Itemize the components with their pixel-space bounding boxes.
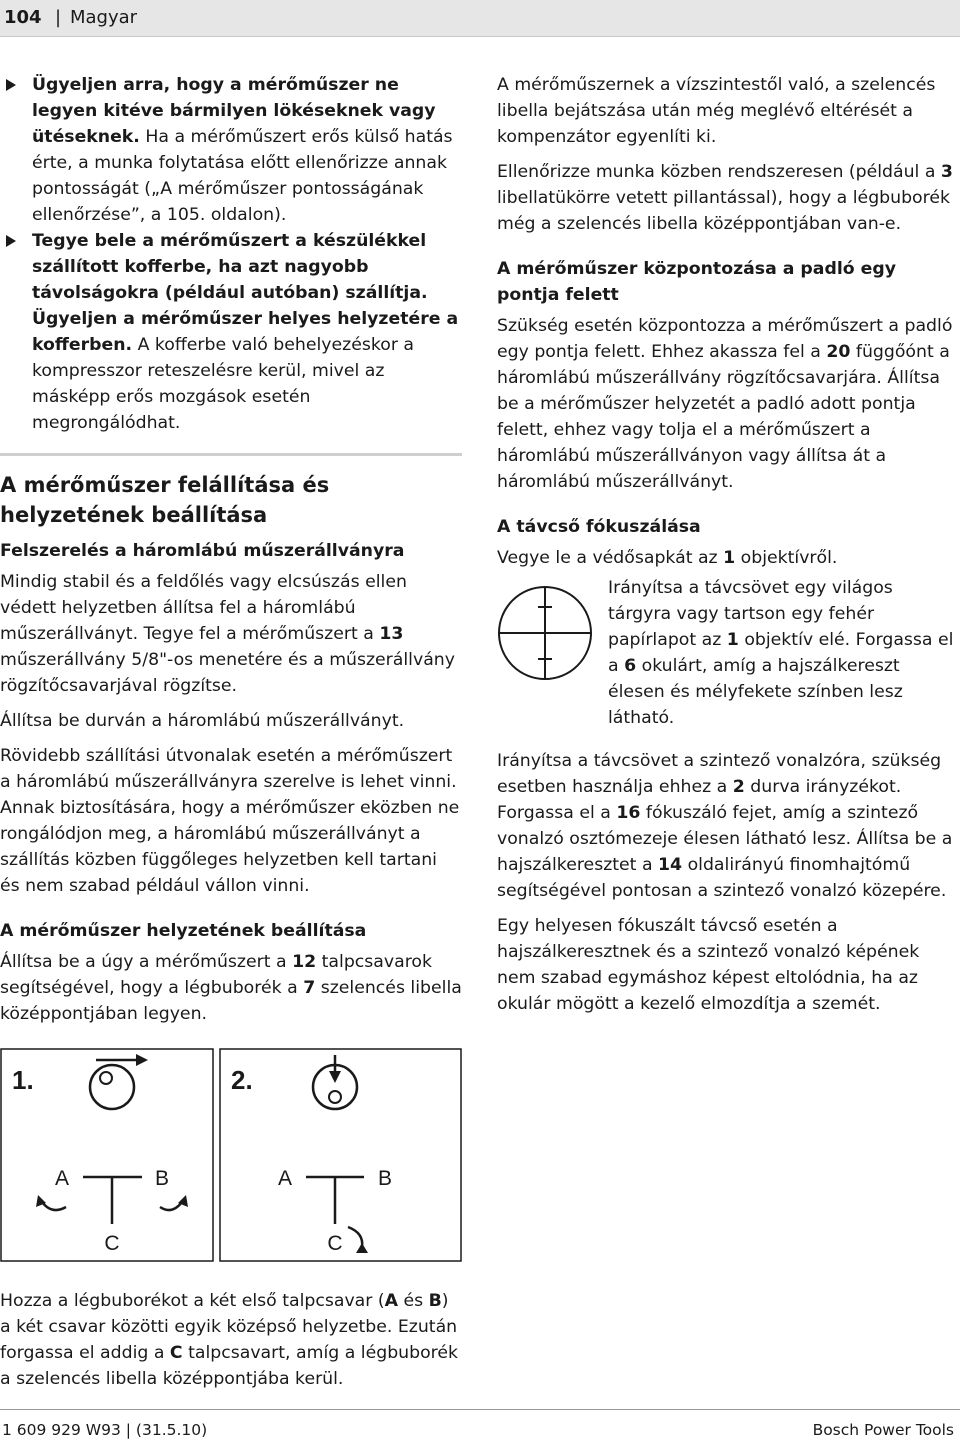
text-run: talpcsavarok segítségével, hogy a légbuborék a [0, 952, 433, 998]
text-run: függőónt a háromlábú műszerállvány rögzítőcsavarjára. Állítsa be a mérőműszer helyzetét a padló adott pontja felett, ehhez vagy tolja el a mérőműszert a háromlábú műszerállványon vagy állítsa át a háromlábú műszerállványt. [497, 342, 950, 492]
bullet-case-transport [0, 228, 462, 436]
left-column [0, 72, 462, 1392]
header-language: Magyar [70, 7, 138, 28]
right-column [497, 72, 957, 1017]
bullet-triangle-icon [6, 79, 16, 91]
text-run: Irányítsa a távcsövet a szintező vonalzóra, szükség esetben használja ehhez a [497, 751, 942, 797]
ref-letter: A [384, 1291, 398, 1311]
text-run: libellatükörre vetett pillantással), hogy a légbuborék még a szelencés libella középpontjában van-e. [497, 188, 950, 234]
subsection-title-focus: A távcső fókuszálása [497, 517, 701, 537]
ref-number: 1 [723, 548, 736, 568]
figure-frame-2 [220, 1049, 461, 1261]
page-footer [0, 1409, 960, 1444]
paragraph-parallax: Egy helyesen fókuszált távcső esetén a hajszálkeresztnek és a szintező vonalzó képének nem szabad egymáshoz képest eltolódnia, ha az okulár mögött a kezelő elmozdítja a szemét. [497, 916, 920, 1014]
header-separator: | [55, 7, 62, 28]
section-divider [0, 453, 462, 456]
screw-label-b: B [154, 1167, 170, 1190]
ref-number: 16 [616, 803, 641, 823]
text-run: és [397, 1291, 429, 1311]
ref-letter: B [428, 1291, 442, 1311]
bubble-level-bubble-2 [329, 1091, 341, 1103]
bullet-triangle-icon [6, 235, 16, 247]
paragraph-leveling [0, 949, 462, 1027]
bullet-text [32, 72, 462, 228]
bubble-level-ring [90, 1065, 134, 1109]
page-header [0, 0, 960, 37]
paragraph-eyepiece [608, 575, 958, 731]
paragraph-focus-staff [497, 748, 957, 904]
ref-number: 13 [379, 624, 404, 644]
text-run: fókuszáló fejet, amíg a szintező vonalzó osztómezeje élesen látható lesz. Állítsa be a hajszálkeresztet a [497, 803, 953, 875]
paragraph-compensator: A mérőműszernek a vízszintestől való, a szelencés libella bejátszása után még meglévő eltérését a kompenzátor egyenlíti ki. [497, 75, 936, 147]
text-run: Hozza a légbuborékot a két első talpcsavar ( [0, 1291, 385, 1311]
ref-number: 1 [726, 630, 739, 650]
ref-number: 3 [940, 162, 953, 182]
bullet-shock-warning [0, 72, 462, 228]
paragraph-check-bubble [497, 159, 957, 237]
screw-label-b-2: B [377, 1167, 393, 1190]
crosshair-reticle-icon [497, 585, 597, 685]
text-run: Ellenőrizze munka közben rendszeresen (például a [497, 162, 941, 182]
text-run: műszerállvány 5/8"-os menetére és a műszerállvány rögzítőcsavarjával rögzítse. [0, 650, 455, 696]
paragraph-tripod-carry: Rövidebb szállítási útvonalak esetén a mérőműszert a háromlábú műszerállványra szerelve is lehet vinni. Annak biztosítására, hogy a mérőműszer eközben ne rongálódjon meg, a háromlábú műszerállványt a szállítás közben függőleges helyzetben kell tartani és nem szabad például vállon vinni. [0, 746, 460, 896]
leveling-figure-svg [0, 1047, 462, 1262]
text-run: oldalirányú finomhajtómű segítségével pontosan a szintező vonalzó közepére. [497, 855, 947, 901]
subsection-title-centering: A mérőműszer központozása a padló egy pontja felett [497, 259, 896, 305]
bullet-normal-text: Ha a mérőműszert erős külső hatás érte, a munka folytatása előtt ellenőrizze annak pontosságát („A mérőműszer pontosságának ellenőrzése”, a 105. oldalon). [32, 127, 453, 225]
arrow-head-icon [136, 1054, 148, 1066]
paragraph-remove-cap [497, 545, 957, 571]
subsection-title-leveling: A mérőműszer helyzetének beállítása [0, 921, 367, 941]
text-run: durva irányzékot. Forgassa el a [497, 777, 902, 823]
step-label-1: 1. [12, 1065, 34, 1095]
step-label-2: 2. [231, 1065, 253, 1095]
ref-number: 2 [732, 777, 745, 797]
text-run: Szükség esetén központozza a mérőműszert a padló egy pontja felett. Ehhez akassza fel a [497, 316, 953, 362]
rotate-arrow-a [42, 1202, 66, 1210]
bubble-level-bubble [100, 1072, 112, 1084]
text-run: talpcsavart, amíg a légbuborék a szelencés libella középpontjába kerül. [0, 1343, 459, 1389]
text-run: objektív elé. Forgassa el a [608, 630, 954, 676]
text-run: Állítsa be a úgy a mérőműszert a [0, 952, 293, 972]
paragraph-centering [497, 313, 957, 495]
screw-label-a-2: A [277, 1167, 293, 1190]
paragraph-tripod-rough: Állítsa be durván a háromlábú műszerállványt. [0, 711, 405, 731]
text-run: objektívről. [735, 548, 838, 568]
screw-label-a: A [54, 1167, 70, 1190]
text-run: Vegye le a védősapkát az [497, 548, 724, 568]
paragraph-tripod-mount [0, 569, 462, 699]
text-run: Irányítsa a távcsövet egy világos tárgyra vagy tartson egy fehér papírlapot az [608, 578, 893, 650]
bullet-bold-text: Ügyeljen arra, hogy a mérőműszer ne legyen kitéve bármilyen lökéseknek vagy ütéseknek. [32, 75, 436, 147]
ref-number: 20 [826, 342, 851, 362]
figure-caption [0, 1288, 462, 1392]
rotate-arrow-c [348, 1227, 362, 1247]
footer-brand: Bosch Power Tools [812, 1421, 954, 1439]
page-number: 104 [4, 7, 42, 28]
screw-label-c: C [104, 1232, 120, 1255]
ref-number: 6 [624, 656, 637, 676]
text-run: Mindig stabil és a feldőlés vagy elcsúszás ellen védett helyzetben állítsa fel a háromlábú műszerállványt. Tegye fel a mérőműszert a [0, 572, 407, 644]
ref-number: 7 [303, 978, 316, 998]
text-run: okulárt, amíg a hajszálkereszt élesen és mélyfekete színben lesz látható. [608, 656, 903, 728]
bullet-text [32, 228, 462, 436]
subsection-title-tripod: Felszerelés a háromlábú műszerállványra [0, 541, 405, 561]
footer-doc-number: 1 609 929 W93 | (31.5.10) [2, 1421, 208, 1439]
text-run: ) a két csavar közötti egyik középső helyzetbe. Ezután forgassa el addig a [0, 1291, 458, 1363]
ref-number: 12 [292, 952, 317, 972]
leveling-figure [0, 1047, 462, 1262]
arrow-head-down-icon [329, 1071, 341, 1083]
reticle-block [497, 575, 957, 740]
section-title: A mérőműszer felállítása és helyzetének beállítása [0, 473, 330, 527]
bullet-normal-text: A kofferbe való behelyezéskor a kompresszor reteszelésre kerül, mivel az másképp erős mozgások esetén megrongálódhat. [32, 335, 415, 433]
ref-letter: C [169, 1343, 183, 1363]
text-run: szelencés libella középpontjában legyen. [0, 978, 462, 1024]
screw-label-c-2: C [327, 1232, 343, 1255]
bullet-bold-text: Tegye bele a mérőműszert a készülékkel szállított kofferbe, ha azt nagyobb távolságokra (például autóban) szállítja. Ügyeljen a mérőműszer helyes helyzetére a kofferben. [32, 231, 459, 355]
rotate-arrow-c-head-icon [356, 1243, 368, 1253]
ref-number: 14 [658, 855, 683, 875]
